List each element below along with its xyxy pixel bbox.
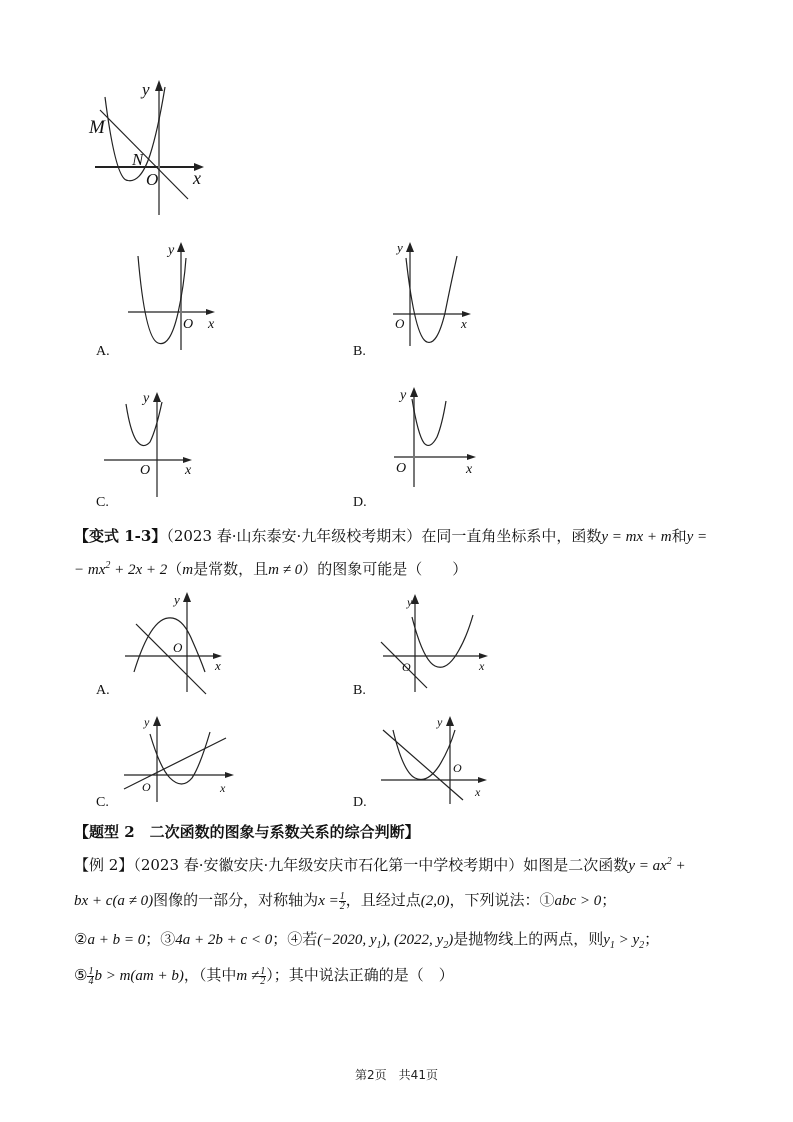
denominator: 2 <box>339 900 345 912</box>
numerator: 1 <box>339 890 345 902</box>
y-arrow <box>446 716 454 726</box>
q2-option-c-label[interactable]: C. <box>96 795 109 810</box>
condition: m ≠ <box>236 968 260 984</box>
parabola <box>150 732 210 784</box>
circled-5: ⑤ <box>74 966 88 984</box>
q1-option-a-label[interactable]: A. <box>96 344 110 359</box>
q2-option-a-graph <box>120 590 230 695</box>
variant-source: （2023 春·山东泰安·九年级校考期末） <box>166 527 422 545</box>
label-o: O <box>140 463 151 478</box>
condition: m ≠ 0 <box>268 562 303 578</box>
label-y: y <box>437 715 443 729</box>
variant-text: ）的图象可能是（ ） <box>302 560 468 578</box>
variant-line-1 <box>74 526 707 547</box>
example-line-3 <box>74 929 659 956</box>
q1-option-a-graph <box>120 238 230 353</box>
denominator: 4 <box>88 975 94 987</box>
q2-option-c-graph <box>120 710 235 805</box>
line <box>100 110 188 199</box>
q1-option-c-label[interactable]: C. <box>96 495 109 510</box>
subscript: 2 <box>443 940 449 951</box>
circled-2: ② <box>74 930 88 948</box>
variant-text: 是常数，且 <box>193 560 269 578</box>
formula-quadratic-rest: + 2x + 2 <box>110 562 168 578</box>
formula: x = <box>318 893 339 909</box>
formula-quadratic: − mx <box>74 562 106 578</box>
example-text: 如图是二次函数 <box>523 856 629 874</box>
variant-line-2 <box>74 556 467 580</box>
example-text: 是抛物线上的两点，则 <box>453 930 604 948</box>
point: ) <box>448 932 454 948</box>
subscript: 1 <box>609 940 615 951</box>
label-x: x <box>185 463 192 478</box>
formula-linear: y = mx + m <box>601 529 672 545</box>
y-arrow <box>155 80 163 91</box>
example-text: ；③ <box>145 930 176 948</box>
label-y: y <box>143 391 150 406</box>
label-M: M <box>89 117 105 138</box>
label-o: O <box>402 660 411 674</box>
y-arrow <box>406 242 414 252</box>
example-text: ； <box>644 930 660 948</box>
example-tag: 【例 2】 <box>74 856 134 874</box>
statement-2: a + b = 0 <box>87 932 146 948</box>
parabola <box>412 399 446 445</box>
subscript: 2 <box>639 940 645 951</box>
y-arrow <box>153 392 161 402</box>
label-x: x <box>466 462 473 477</box>
q2-option-d-label[interactable]: D. <box>353 795 367 810</box>
x-arrow <box>467 454 476 460</box>
example-text: ，下列说法：① <box>449 891 555 909</box>
y-arrow <box>177 242 185 252</box>
point: ), (2022, y <box>381 932 444 948</box>
statement-5: b > m(am + b) <box>94 968 184 984</box>
example-text: ，且经过点 <box>345 891 421 909</box>
parabola <box>393 730 455 780</box>
q2-option-b-label[interactable]: B. <box>353 683 366 698</box>
label-x: x <box>193 168 201 188</box>
subscript: 1 <box>376 940 382 951</box>
y-arrow <box>153 716 161 726</box>
line <box>136 624 206 694</box>
section-heading: 【题型 2 二次函数的图象与系数关系的综合判断】 <box>74 823 420 841</box>
example-text: ）；其中说法正确的是（ ） <box>266 966 454 984</box>
parabola <box>412 615 473 667</box>
variant-text: （ <box>167 560 183 578</box>
q1-option-b-graph <box>385 238 485 348</box>
q1-option-d-graph <box>390 385 490 490</box>
example-line-1 <box>74 852 686 876</box>
label-O: O <box>146 170 159 189</box>
q1-option-c-graph <box>100 390 210 500</box>
formula: + <box>671 858 686 874</box>
fraction-half <box>339 892 346 911</box>
x-arrow <box>225 772 234 778</box>
example-text: ，（其中 <box>183 966 237 984</box>
label-o: O <box>183 317 194 332</box>
label-y: y <box>168 243 175 258</box>
label-o: O <box>453 761 462 775</box>
example-text: ； <box>601 891 617 909</box>
label-x: x <box>461 316 467 331</box>
top-figure <box>80 75 230 220</box>
numerator: 1 <box>260 965 266 977</box>
formula-quadratic-start: y = <box>686 529 708 545</box>
denominator: 2 <box>260 975 266 987</box>
label-x: x <box>215 658 221 673</box>
point: (−2020, y <box>317 932 377 948</box>
example-line-4 <box>74 965 454 986</box>
q1-option-b-label[interactable]: B. <box>353 344 366 359</box>
label-y: y <box>400 388 407 403</box>
exponent: 2 <box>666 856 672 867</box>
label-x: x <box>220 781 226 795</box>
q1-option-d-label[interactable]: D. <box>353 495 367 510</box>
x-arrow <box>478 777 487 783</box>
q2-option-d-graph <box>375 710 495 805</box>
y-arrow <box>183 592 191 602</box>
label-o: O <box>173 640 183 655</box>
q2-option-a-label[interactable]: A. <box>96 683 110 698</box>
point: (2,0) <box>420 893 450 909</box>
label-y: y <box>144 715 150 729</box>
variant-text: 在同一直角坐标系中，函数 <box>421 527 602 545</box>
label-x: x <box>208 317 215 332</box>
q2-option-b-graph <box>375 590 495 695</box>
label-o: O <box>396 461 407 476</box>
label-y: y <box>407 595 413 609</box>
label-y: y <box>397 240 403 255</box>
label-y: y <box>174 592 180 607</box>
exponent: 2 <box>105 560 111 571</box>
parabola <box>134 618 205 672</box>
var-m: m <box>182 562 194 578</box>
label-o: O <box>395 316 405 331</box>
statement-3: 4a + 2b + c < 0 <box>175 932 273 948</box>
variant-tag: 【变式 1-3】 <box>74 527 167 545</box>
formula: bx + c(a ≠ 0) <box>74 893 154 909</box>
parabola <box>406 256 457 342</box>
x-arrow <box>206 309 215 315</box>
statement-1: abc > 0 <box>554 893 602 909</box>
example-text: ；④若 <box>272 930 318 948</box>
label-N: N <box>132 150 144 169</box>
var-y: > y <box>614 932 640 948</box>
numerator: 1 <box>88 965 94 977</box>
example-line-2 <box>74 890 616 911</box>
y-arrow <box>410 387 418 397</box>
variant-text: 和 <box>671 527 687 545</box>
var-y: y <box>603 932 610 948</box>
label-o: O <box>142 780 151 794</box>
example-source: （2023 春·安徽安庆·九年级安庆市石化第一中学校考期中） <box>133 856 524 874</box>
parabola <box>138 256 186 344</box>
label-x: x <box>479 659 485 673</box>
label-y: y <box>142 80 150 99</box>
example-text: 图像的一部分，对称轴为 <box>153 891 319 909</box>
label-x: x <box>475 785 481 799</box>
formula: y = ax <box>628 858 667 874</box>
page-footer: 第2页 共41页 <box>355 1068 438 1082</box>
